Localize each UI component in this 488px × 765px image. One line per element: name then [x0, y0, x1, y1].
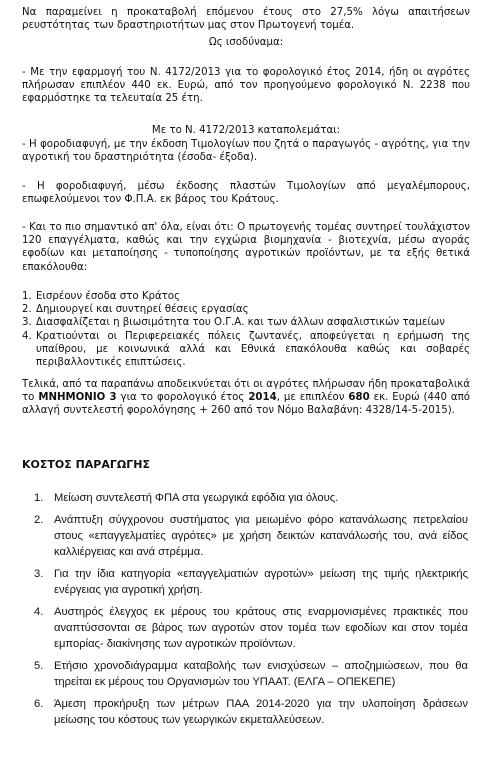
list-item: 1. Εισρέουν έσοδα στο Κράτος: [22, 291, 181, 302]
production-cost-list: [34, 490, 468, 734]
effects-list: [22, 290, 470, 369]
section-heading-production-cost: ΚΟΣΤΟΣ ΠΑΡΑΓΩΓΗΣ: [22, 458, 150, 471]
list-item: 2. Δημιουργεί και συντηρεί θέσεις εργασίας: [22, 304, 249, 316]
list-item: 2. Ανάπτυξη σύγχρονου συστήματος για μειωμένο φόρο κατανάλωσης πετρελαίου στους «επαγγελματίες αγρότες» με χρήση δεικτών κατανάλωσής του, ανά είδος καλλιέργειας και ανά στρέμμα.: [34, 514, 468, 558]
list-item: 1. Μείωση συντελεστή ΦΠΑ στα γεωργικά εφόδια για όλους.: [34, 492, 339, 504]
amount-label: 680: [348, 392, 370, 404]
paragraph-equivalents: Ως ισοδύναμα:: [208, 37, 284, 48]
list-item: 5. Ετήσιο χρονοδιάγραμμα καταβολής των ενισχύσεων – αποζημιώσεων, που θα τηρείται εκ μέρους του Οργανισμών του ΥΠΑΑΤ. (ΕΛΓΑ – ΟΠΕΚΕΠΕ): [34, 660, 468, 688]
list-item: 3. Για την ίδια κατηγορία «επαγγελματιών αγροτών» μείωση της τιμής ηλεκτρικής ενέργειας για αγροτική χρήση.: [34, 568, 468, 596]
list-item: 3. Διασφαλίζεται η βιωσιμότητα του Ο.Γ.Α. και των άλλων ασφαλιστικών ταμείων: [22, 317, 445, 329]
list-item: 6. Άμεση προκήρυξη των μέτρων ΠΑΑ 2014-2020 για την υλοποίηση δράσεων μείωσης του κόστους των γεωργικών εκμεταλλεύσεων.: [34, 698, 468, 726]
paragraph-advance-payment: Να παραμείνει η προκαταβολή επόμενου έτους στο 27,5% λόγω απαιτήσεων ρευστότητας των δραστηριοτήτων μας στον Πρωτογενή τομέα.: [22, 7, 470, 32]
paragraph-tax-evasion-fake-invoices: - Η φοροδιαφυγή, μέσω έκδοσης πλαστών Τιμολογίων από μεγαλέμπορους, επωφελούμενοι τον Φ.Π.Α. εκ βάρος του Κράτους.: [22, 181, 470, 206]
paragraph-conclusion: Τελικά, από τα παραπάνω αποδεικνύεται ότι οι αγρότες πλήρωσαν ήδη προκαταβολικά το ΜΝΗΜΟΝΙΟ 3 για το φορολογικό έτος 2014, με επιπλέον 680 εκ. Ευρώ (440 από αλλαγή συντελεστή φορολόγησης + 260 από τον Νόμο Βαλαβάνη: 4328/14-5-2015).: [22, 379, 470, 417]
year-label: 2014: [248, 392, 277, 404]
paragraph-law-combats: Με το Ν. 4172/2013 καταπολεμάται:: [151, 125, 341, 136]
list-item: 4. Αυστηρός έλεγχος εκ μέρους του κράτους στις εναρμονισμένες πρακτικές που αναπτύσσονται σε βάρος των αγροτών στον τομέα των εφοδίων και στον τομέα εμπορίας- διακίνησης των αγροτικών προϊόντων.: [34, 606, 468, 650]
list-item: 4. Κρατιούνται οι Περιφερειακές πόλεις ζωντανές, αποφεύγεται η ερήμωση της υπαίθρου, με κοινωνικά αλλά και Εθνικά επακόλουθα καθώς και σοβαρές περιβαλλοντικές επιπτώσεις.: [22, 330, 470, 369]
paragraph-tax-evasion-invoices: - Η φοροδιαφυγή, με την έκδοση Τιμολογίων που ζητά ο παραγωγός - αγρότης, για την αγροτική του δραστηριότητα (έσοδα- έξοδα).: [22, 139, 470, 164]
paragraph-primary-sector: - Και το πιο σημαντικό απ' όλα, είναι ότι: Ο πρωτογενής τομέας συντηρεί τουλάχιστον 120 επαγγέλματα, καθώς και την εγχώρια βιομηχανία - βιοτεχνία, μέσω αγοράς εφοδίων και μεταποίησης - τυποποίησης αγροτικών προϊόντων, με τα εξής θετικά επακόλουθα:: [22, 222, 470, 273]
memorandum-label: ΜΝΗΜΟΝΙΟ 3: [38, 392, 117, 404]
paragraph-law-4172-2014: - Με την εφαρμογή του Ν. 4172/2013 για το φορολογικό έτος 2014, ήδη οι αγρότες πλήρωσαν επιπλέον 440 εκ. Ευρώ, από τον προηγούμενο φορολογικό Ν. 2238 που εφαρμόστηκε τα τελευταία 25 έτη.: [22, 67, 470, 105]
